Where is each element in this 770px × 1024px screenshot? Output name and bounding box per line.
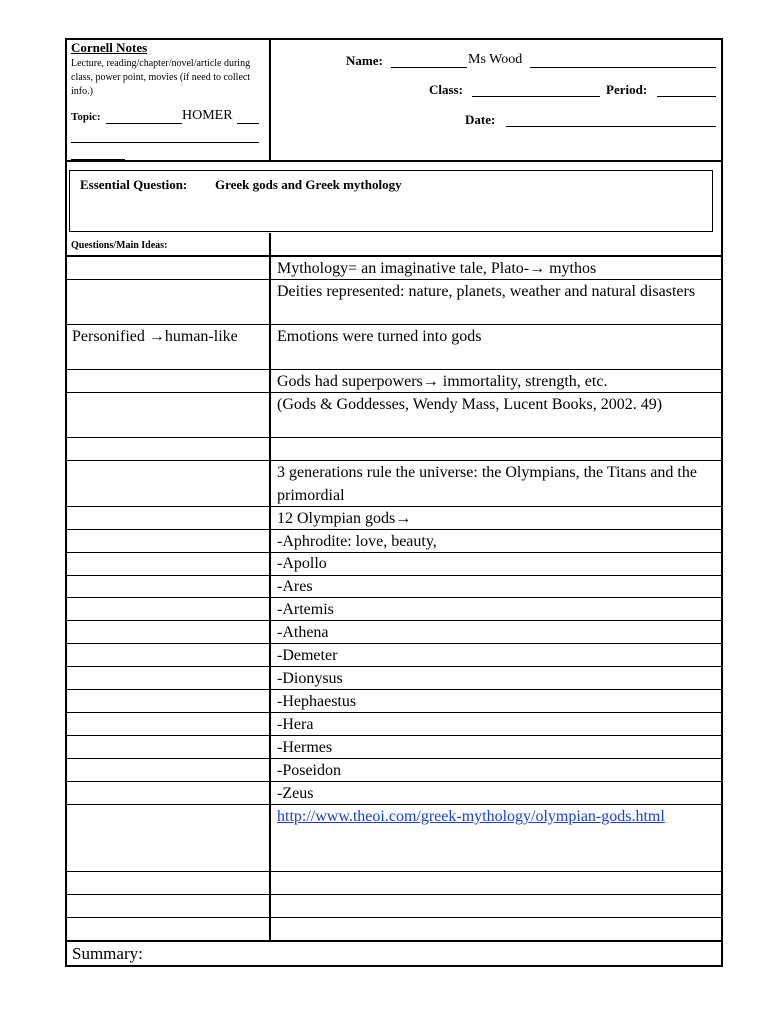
- column-divider: [269, 233, 271, 941]
- olympian-gods-link[interactable]: http://www.theoi.com/greek-mythology/olympian-gods.html: [277, 808, 665, 825]
- date-label: Date:: [465, 112, 496, 127]
- name-value[interactable]: Ms Wood: [468, 52, 523, 67]
- period-field[interactable]: [657, 96, 716, 97]
- note-line[interactable]: -Apollo: [277, 555, 327, 572]
- note-line[interactable]: -Aphrodite: love, beauty,: [277, 533, 437, 550]
- row-line: [65, 917, 723, 918]
- note-line[interactable]: Gods had superpowers→ immortality, strength, etc.: [277, 373, 608, 390]
- note-line[interactable]: (Gods & Goddesses, Wendy Mass, Lucent Books, 2002. 49): [277, 396, 663, 413]
- note-line[interactable]: -Zeus: [277, 785, 314, 802]
- note-line[interactable]: -Dionysus: [277, 670, 343, 687]
- header-divider: [269, 38, 271, 162]
- note-line[interactable]: 3 generations rule the universe: the Olympians, the Titans and the primordial: [277, 464, 697, 504]
- cornell-notes-description: Lecture, reading/chapter/novel/article during class, power point, movies (if need to collect info.): [71, 58, 251, 97]
- essential-question-label: Essential Question:: [80, 177, 188, 192]
- topic-value[interactable]: HOMER: [182, 108, 233, 123]
- summary-rule: [65, 940, 723, 942]
- topic-blank-line: [71, 142, 259, 143]
- topic-blank: [106, 123, 182, 124]
- questions-main-ideas-label: Questions/Main Ideas:: [71, 240, 168, 251]
- note-line[interactable]: 12 Olympian gods→: [277, 510, 412, 527]
- class-label: Class:: [429, 82, 463, 97]
- topic-blank-line: [71, 159, 125, 160]
- note-line[interactable]: -Demeter: [277, 647, 338, 664]
- note-line[interactable]: -Poseidon: [277, 762, 341, 779]
- name-blank: [391, 67, 467, 68]
- note-line[interactable]: -Hera: [277, 716, 314, 733]
- row-line: [65, 894, 723, 895]
- note-line[interactable]: Mythology= an imaginative tale, Plato-→ mythos: [277, 260, 597, 277]
- summary-label: Summary:: [72, 944, 143, 963]
- note-line[interactable]: -Hermes: [277, 739, 333, 756]
- topic-label: Topic:: [71, 111, 101, 123]
- period-label: Period:: [606, 82, 648, 97]
- class-field[interactable]: [472, 96, 600, 97]
- note-line[interactable]: Emotions were turned into gods: [277, 328, 482, 345]
- note-line[interactable]: -Artemis: [277, 601, 334, 618]
- note-line[interactable]: Deities represented: nature, planets, weather and natural disasters: [277, 283, 696, 300]
- note-line[interactable]: -Athena: [277, 624, 329, 641]
- topic-blank: [237, 123, 259, 124]
- name-label: Name:: [346, 53, 383, 68]
- row-line: [65, 871, 723, 872]
- row-line: [65, 437, 723, 438]
- header-bottom-rule: [65, 160, 723, 162]
- cornell-notes-title: Cornell Notes: [71, 40, 148, 55]
- note-line[interactable]: -Ares: [277, 578, 313, 595]
- date-field[interactable]: [506, 126, 716, 127]
- essential-question-value[interactable]: Greek gods and Greek mythology: [215, 177, 402, 192]
- cue-personified[interactable]: Personified →human-like: [72, 328, 238, 345]
- note-line[interactable]: -Hephaestus: [277, 693, 357, 710]
- name-blank: [530, 67, 716, 68]
